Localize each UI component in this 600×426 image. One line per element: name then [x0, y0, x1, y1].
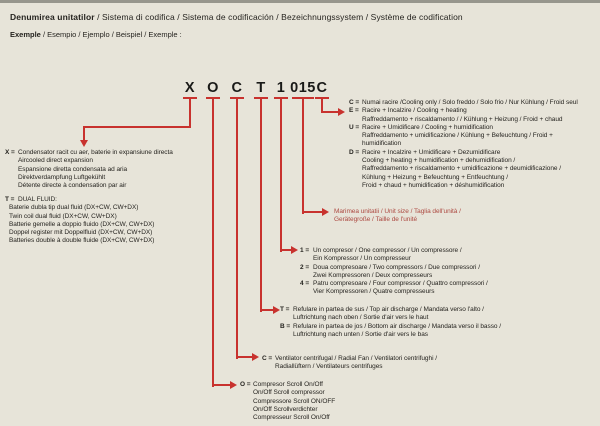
legend-text: Marimea unitatii / Unit size / Taglia dell'unità /	[334, 208, 461, 215]
connector-drop-x	[189, 97, 191, 128]
legend-line	[362, 182, 578, 190]
connector-drop-c1	[236, 97, 238, 359]
connector-c2-stub	[321, 111, 338, 113]
legend-text: Froid + chaud + humidification + déshumidification	[362, 181, 505, 189]
code-char-5: 1	[276, 80, 286, 96]
legend-compressors	[300, 247, 488, 297]
legend-text: Gerätegroße / Taille de l'unité	[334, 216, 418, 224]
code-char-2: O	[207, 80, 219, 96]
connector-drop-1	[280, 97, 282, 252]
legend-text: Twin coil dual fluid (DX+CW, CW+DX)	[9, 212, 117, 220]
legend-line	[349, 149, 578, 157]
legend-line	[253, 406, 335, 414]
legend-text: Compressore Scroll ON/OFF	[253, 397, 336, 405]
legend-line	[362, 140, 578, 148]
legend-text: Condensator racit cu aer, baterie in expansiune directa	[18, 149, 173, 156]
connector-1-arrowhead-icon	[291, 246, 298, 254]
legend-scroll	[240, 381, 335, 422]
legend-line	[253, 414, 335, 422]
connector-o-stub	[212, 384, 230, 386]
legend-t-dual	[5, 196, 154, 246]
legend-text: Aircooled direct expansion	[18, 157, 93, 165]
legend-text: Ventilator centrifugal / Radial Fan / Ventilatori centrifughi /	[275, 355, 437, 362]
legend-key: C =	[262, 355, 273, 362]
example-label	[10, 30, 182, 39]
legend-discharge	[280, 306, 501, 339]
example-translations: / Esempio / Ejemplo / Beispiel / Exemple :	[40, 30, 182, 39]
legend-line	[362, 132, 578, 140]
legend-text: Patru compresoare / Four compressor / Quattro compressori /	[313, 280, 488, 288]
legend-key: U =	[349, 123, 360, 131]
connector-c1-stub	[236, 356, 252, 358]
legend-key: D =	[349, 148, 360, 156]
legend-text: Raffreddamento + umidificazione / Kühlung + Befeuchtung / Froid +	[362, 132, 553, 140]
title-translations: / Sistema di codifica / Sistema de codificación / Bezeichnungssystem / Système de codification	[94, 12, 463, 22]
legend-text: Radiallüftern / Ventilateurs centrifuges	[275, 363, 383, 371]
legend-key: 2 =	[300, 263, 310, 271]
legend-key: 4 =	[300, 280, 310, 288]
legend-text: Vier Kompressoren / Quatre compresseurs	[313, 288, 435, 296]
legend-text: Raffreddamento + riscaldamento / / Kühlung + Heizung / Froid + chaud	[362, 115, 563, 123]
legend-text: Compresor Scroll On/Off	[253, 381, 323, 388]
legend-key: C =	[349, 99, 360, 106]
legend-text: On/Off Scrollverdichter	[253, 405, 318, 413]
legend-line	[293, 331, 501, 339]
legend-text: Détente directe à condensation par air	[18, 182, 127, 190]
legend-text: Compresseur Scroll On/Off	[253, 414, 330, 422]
legend-x	[5, 149, 173, 190]
legend-line	[18, 182, 173, 190]
legend-text: Zwei Kompressoren / Deux compresseurs	[313, 271, 433, 279]
legend-text: Kühlung + Heizung + Befeuchtung + Entfeuchtung /	[362, 173, 508, 181]
legend-line	[9, 221, 154, 229]
legend-line	[18, 157, 173, 165]
legend-text: Racire + Incalzire / Cooling + heating	[362, 107, 467, 115]
legend-text: DUAL FLUID:	[18, 196, 57, 203]
connector-015-stub	[302, 211, 322, 213]
code-char-4: T	[256, 80, 266, 96]
connector-c2-arrowhead-icon	[338, 108, 345, 116]
connector-015-arrowhead-icon	[322, 208, 329, 216]
legend-text: On/Off Scroll compressor	[253, 389, 325, 397]
legend-line	[362, 174, 578, 182]
legend-line	[349, 124, 578, 132]
legend-text: Batterie gemelle a doppio fluido (DX+CW, CW+DX)	[9, 220, 155, 228]
legend-line	[334, 216, 461, 224]
connector-1-stub	[280, 249, 291, 251]
legend-line	[334, 208, 461, 216]
legend-key: B =	[280, 322, 291, 330]
connector-c1-arrowhead-icon	[252, 353, 259, 361]
legend-line	[262, 355, 437, 363]
legend-line	[300, 264, 488, 272]
legend-line	[300, 247, 488, 255]
example-primary: Exemple	[10, 30, 41, 39]
legend-text: Cooling + heating + humidification + dehumidification /	[362, 157, 516, 165]
legend-text: Numai racire /Cooling only / Solo freddo / Solo frio / Nur Kühlung / Froid seul	[362, 99, 578, 106]
legend-text: Luftrichtung nach unten / Sortie d'air vers le bas	[293, 330, 428, 338]
legend-line	[253, 389, 335, 397]
legend-text: Direktverdampfung Luftgekühlt	[18, 173, 106, 181]
connector-drop-t	[260, 97, 262, 312]
legend-text: Racire + Incalzire + Umidificare + Dezumidificare	[362, 148, 501, 156]
legend-text: Luftrichtung nach oben / Sortie d'air vers le haut	[293, 314, 429, 322]
connector-t-arrowhead-icon	[273, 306, 280, 314]
connector-o-arrowhead-icon	[230, 381, 237, 389]
legend-key: 1 =	[300, 247, 310, 254]
legend-text: Refulare in partea de sus / Top air discharge / Mandata verso l'alto /	[293, 306, 484, 313]
legend-text: Racire + Umidificare / Cooling + humidification	[362, 123, 493, 131]
legend-line	[313, 288, 488, 296]
page-title	[10, 12, 463, 22]
connector-drop-015	[302, 97, 304, 214]
connector-x-horizontal	[84, 126, 191, 128]
legend-line	[313, 255, 488, 263]
legend-line	[5, 149, 173, 157]
legend-text: Batteries double à double fluide (DX+CW, CW+DX)	[9, 237, 155, 245]
legend-line	[18, 166, 173, 174]
legend-text: Doppel register mit Doppelfluid (DX+CW, CW+DX)	[9, 229, 153, 237]
legend-line	[362, 157, 578, 165]
legend-line	[253, 398, 335, 406]
legend-text: Raffreddamento + riscaldamento + umidificazione + deumidificazione /	[362, 165, 561, 173]
code-char-1: X	[184, 80, 196, 96]
legend-key: O =	[240, 381, 251, 388]
legend-text: Refulare in partea de jos / Bottom air discharge / Mandata verso il basso /	[293, 322, 501, 330]
legend-fan	[262, 355, 437, 372]
legend-line	[280, 323, 501, 331]
legend-line	[9, 204, 154, 212]
legend-line	[240, 381, 335, 389]
legend-text: Baterie dubla tip dual fluid (DX+CW, CW+DX)	[9, 204, 139, 212]
connector-t-stub	[260, 309, 273, 311]
title-primary: Denumirea unitatilor	[10, 12, 95, 22]
legend-line	[293, 314, 501, 322]
legend-key: E =	[349, 107, 359, 115]
legend-line	[9, 237, 154, 245]
legend-line	[275, 363, 437, 371]
legend-line	[349, 99, 578, 107]
legend-key: X =	[5, 149, 15, 156]
legend-key: T =	[280, 306, 290, 313]
legend-key: T =	[5, 196, 15, 203]
code-char-7: C	[316, 80, 328, 96]
legend-text: Un compresor / One compressor / Un compressore /	[313, 247, 462, 254]
legend-line	[280, 306, 501, 314]
legend-text: Ein Kompressor / Un compresseur	[313, 255, 411, 263]
page-top-border	[0, 0, 600, 3]
legend-cooling	[349, 99, 578, 190]
legend-line	[313, 272, 488, 280]
legend-line	[9, 213, 154, 221]
legend-line	[362, 116, 578, 124]
legend-line	[362, 165, 578, 173]
legend-line	[300, 280, 488, 288]
legend-line	[5, 196, 154, 204]
legend-unit-size	[334, 208, 461, 225]
legend-text: Doua compresoare / Two compressors / Due compressori /	[313, 263, 480, 271]
legend-text: Espansione diretta condensata ad aria	[18, 165, 128, 173]
connector-x-arrowhead-icon	[80, 140, 88, 147]
connector-drop-o	[212, 97, 214, 387]
legend-text: humidification	[362, 140, 402, 148]
legend-line	[349, 107, 578, 115]
legend-line	[9, 229, 154, 237]
code-char-3: C	[231, 80, 243, 96]
legend-line	[18, 174, 173, 182]
code-char-6: 015	[290, 80, 316, 96]
connector-x-downleg	[83, 126, 85, 141]
